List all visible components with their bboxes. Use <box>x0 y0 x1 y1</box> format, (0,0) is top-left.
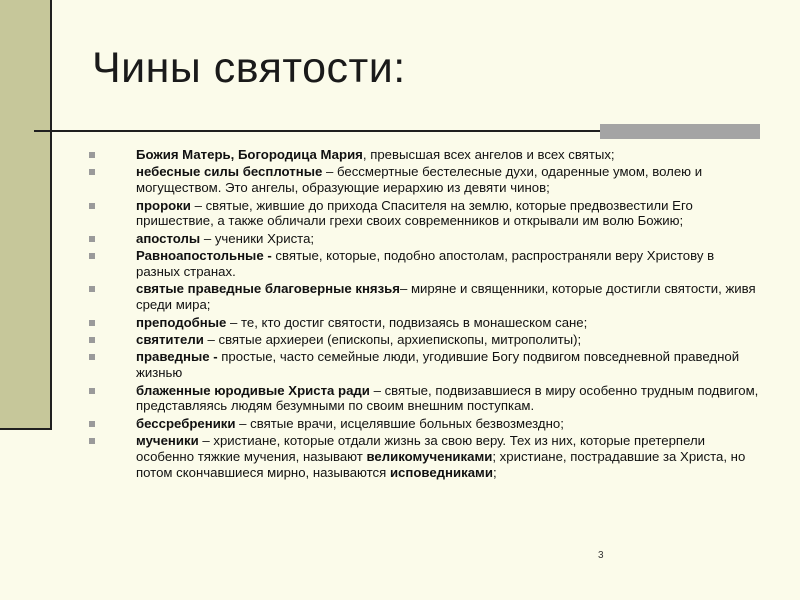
term: апостолы <box>136 230 201 246</box>
term-great-martyrs: великомучениками <box>366 448 493 464</box>
definition: – святые, подвизавшиеся в миру особенно трудным подвигом, представляясь людям безумными по своим внешним поступкам. <box>136 382 759 414</box>
definition-continued: ; христиане, пострадавшие за Христа, но потом скончавшиеся мирно, называются <box>136 448 746 480</box>
term: бессребреники <box>136 415 236 431</box>
bullet-icon <box>89 236 95 242</box>
bullet-icon <box>89 354 95 360</box>
bullet-icon <box>89 421 95 427</box>
term: небесные силы бесплотные <box>136 164 323 180</box>
bullet-icon <box>89 152 95 158</box>
list-item <box>88 349 760 381</box>
list-item <box>88 164 760 196</box>
list-item <box>88 248 760 280</box>
bullet-icon <box>89 253 95 259</box>
term: святители <box>136 331 204 347</box>
definition: святые, которые, подобно апостолам, распространяли веру Христову в разных странах. <box>136 248 715 279</box>
definition: – ученики Христа; <box>200 230 315 246</box>
definition: , превысшая всех ангелов и всех святых; <box>362 147 615 162</box>
bullet-icon <box>89 286 95 292</box>
term-confessors: исповедниками <box>389 464 493 480</box>
list-item <box>88 281 760 313</box>
list-item <box>88 332 760 348</box>
list-item <box>88 231 760 247</box>
page-number: 3 <box>598 550 604 561</box>
term: мученики <box>136 433 199 449</box>
bullet-icon <box>89 320 95 326</box>
list-item <box>88 198 760 230</box>
definition: – миряне и священники, которые достигли святости, живя среди мира; <box>136 281 756 313</box>
term: пророки <box>136 197 191 213</box>
list-item <box>88 383 760 415</box>
definition: – святые архиереи (епископы, архиепископы, митрополиты); <box>203 331 582 347</box>
bullet-icon <box>89 438 95 444</box>
definition: – святые врачи, исцелявшие больных безвозмездно; <box>235 415 564 431</box>
term: Равноапостольные - <box>136 248 272 264</box>
definition: простые, часто семейные люди, угодившие Богу подвигом повседневной праведной жизнью <box>136 349 740 381</box>
definition: – христиане, которые отдали жизнь за свою веру. Тех из них, которые претерпели особенно тяжкие мучения, называют <box>136 433 706 464</box>
slide-title: Чины святости: <box>92 44 406 92</box>
term: святые праведные благоверные князья <box>136 281 400 297</box>
bullet-icon <box>89 203 95 209</box>
list-item <box>88 416 760 432</box>
list-item <box>88 433 760 480</box>
definition: – бессмертные бестелесные духи, одаренные умом, волею и могуществом. Это ангелы, образующие иерархию из девяти чинов; <box>136 164 703 196</box>
term: преподобные <box>136 314 227 330</box>
term: блаженные юродивые Христа ради <box>136 382 370 398</box>
divider-accent-bar <box>600 124 760 139</box>
decorative-sidebar <box>0 0 52 430</box>
list-item <box>88 315 760 331</box>
term: Божия Матерь, Богородица Мария <box>136 147 363 162</box>
bullet-list <box>88 147 760 482</box>
list-item <box>88 147 760 163</box>
definition-end: ; <box>492 464 497 480</box>
bullet-icon <box>89 169 95 175</box>
definition: – святые, жившие до прихода Спасителя на землю, которые предвозвестили Его пришествие, а также обличали грехи своих современников и открывали им волю Божию; <box>136 197 693 229</box>
definition: – те, кто достиг святости, подвизаясь в монашеском сане; <box>226 314 588 330</box>
bullet-icon <box>89 337 95 343</box>
term: праведные - <box>136 349 218 365</box>
bullet-icon <box>89 388 95 394</box>
